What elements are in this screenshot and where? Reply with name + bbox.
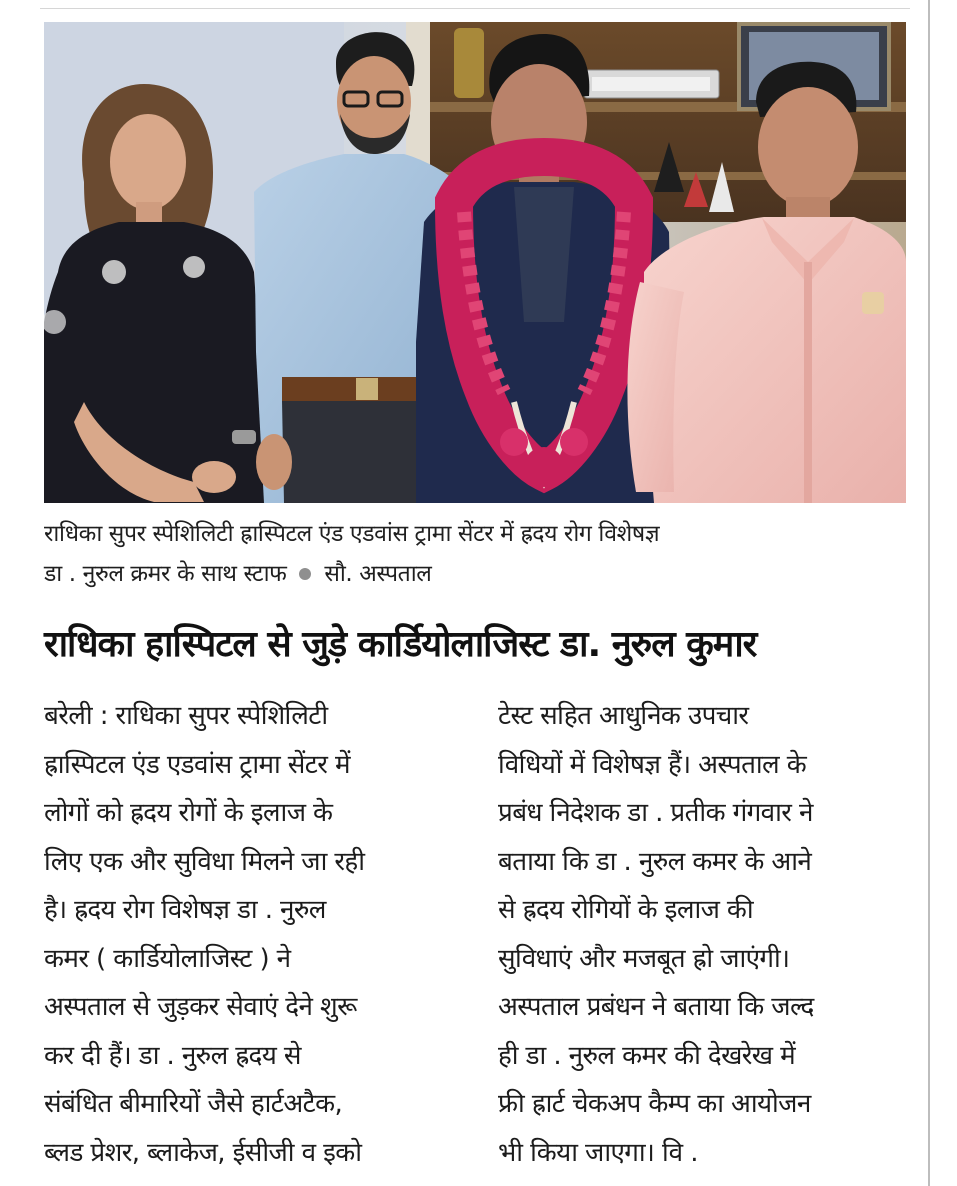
body-line: सुविधाएं और मजबूत ह्रो जाएंगी। xyxy=(498,943,790,974)
body-line: फ्री ह्रार्ट चेकअप कैम्प का आयोजन xyxy=(498,1089,811,1119)
caption-line-2-text: डा . नुरुल क्रमर के साथ स्टाफ xyxy=(44,561,287,587)
body-line: अस्पताल प्रबंधन ने बताया कि जल्द xyxy=(498,992,814,1022)
news-photo xyxy=(44,22,906,503)
body-line: ब्लड प्रेशर, ब्लाकेज, ईसीजी व इको xyxy=(44,1137,362,1168)
caption-line-2 xyxy=(44,554,914,594)
body-line: अस्पताल से जुड़कर सेवाएं देने शुरू xyxy=(44,992,357,1022)
body-column-right xyxy=(498,692,918,1177)
bullet-dot-icon xyxy=(299,568,311,580)
body-line: है। ह्रदय रोग विशेषज्ञ डा . नुरुल xyxy=(44,895,326,925)
caption-line-1: राधिका सुपर स्पेशिलिटी ह्रास्पिटल एंड एडवांस ट्रामा सेंटर में ह्रदय रोग विशेषज्ञ xyxy=(44,521,660,547)
headline: राधिका हास्पिटल से जुड़े कार्डियोलाजिस्ट डा. नुरुल कुमार xyxy=(44,624,757,665)
body-line: लोगों को ह्रदय रोगों के इलाज के xyxy=(44,798,333,828)
body-line: लिए एक और सुविधा मिलने जा रही xyxy=(44,846,365,877)
body-line: भी किया जाएगा। वि . xyxy=(498,1137,698,1168)
body-line: टेस्ट सहित आधुनिक उपचार xyxy=(498,701,749,731)
body-line: संबंधित बीमारियों जैसे हार्टअटैक, xyxy=(44,1089,343,1119)
body-line: बताया कि डा . नुरुल कमर के आने xyxy=(498,846,812,877)
body-line: विधियों में विशेषज्ञ हैं। अस्पताल के xyxy=(498,749,807,780)
body-line: से ह्रदय रोगियों के इलाज की xyxy=(498,895,754,925)
body-line: ही डा . नुरुल कमर की देखरेख में xyxy=(498,1040,796,1071)
body-line: कमर ( कार्डियोलाजिस्ट ) ने xyxy=(44,943,291,974)
top-divider xyxy=(40,8,910,9)
body-column-left xyxy=(44,692,464,1177)
photo-caption xyxy=(44,514,914,594)
column-divider xyxy=(928,0,930,1186)
body-line: ह्रास्पिटल एंड एडवांस ट्रामा सेंटर में xyxy=(44,749,350,780)
photo-credit: सौ. अस्पताल xyxy=(324,561,432,587)
body-line: बरेली : राधिका सुपर स्पेशिलिटी xyxy=(44,701,328,731)
body-line: प्रबंध निदेशक डा . प्रतीक गंगवार ने xyxy=(498,798,813,828)
body-line: कर दी हैं। डा . नुरुल ह्रदय से xyxy=(44,1040,301,1071)
